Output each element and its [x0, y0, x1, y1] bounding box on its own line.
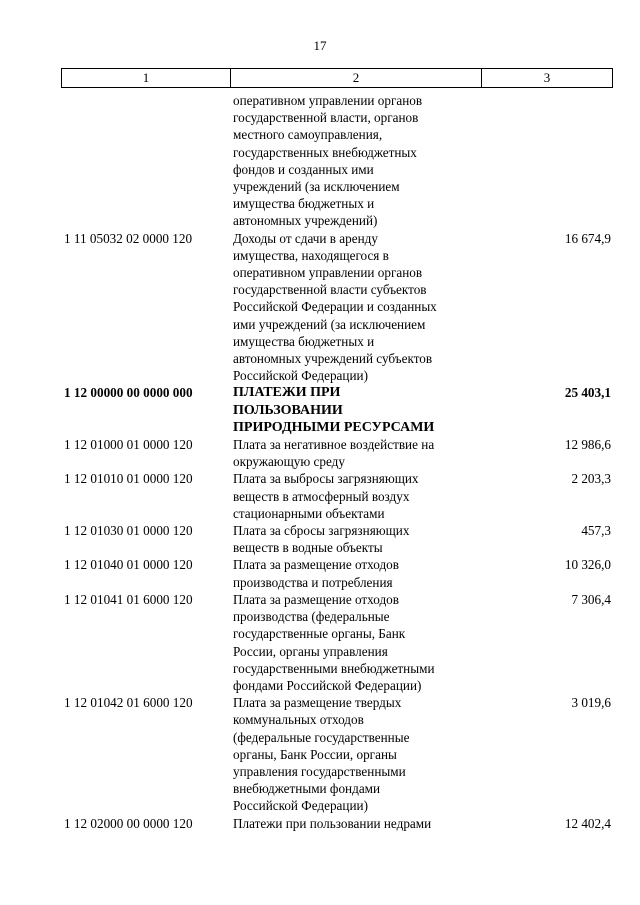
table-row	[0, 436, 640, 470]
row-code: 1 12 00000 00 0000 000	[64, 385, 193, 401]
row-code: 1 12 01010 01 0000 120	[64, 471, 193, 487]
row-code: 1 12 01041 01 6000 120	[64, 591, 193, 607]
row-amount: 2 203,3	[571, 471, 611, 487]
row-amount: 10 326,0	[564, 557, 611, 573]
table-body	[0, 92, 640, 832]
row-description: оперативном управлении органов государственной власти, органов местного самоуправления, государственных внебюджетных фондов и созданных ими учреждений (за исключением имущества бюджетных и автономных учреждений)	[233, 93, 423, 229]
row-description: Плата за размещение отходов производства (федеральные государственные органы, Банк России, органы управления государственными внебюджетными фондами Российской Федерации)	[233, 591, 435, 693]
row-amount: 25 403,1	[564, 385, 611, 401]
table-row	[0, 694, 640, 814]
row-code: 1 12 01040 01 0000 120	[64, 557, 193, 573]
row-description: Плата за размещение отходов производства и потребления	[233, 557, 400, 590]
table-row	[0, 384, 640, 436]
row-description: Доходы от сдачи в аренду имущества, находящегося в оперативном управлении органов государственной власти субъектов Российской Федерации и созданных ими учреждений (за исключением имущества бюджетных и автономных учреждений субъектов Российской Федерации)	[233, 230, 437, 384]
row-amount: 12 986,6	[564, 437, 611, 453]
row-amount: 7 306,4	[571, 591, 611, 607]
row-description: Плата за сбросы загрязняющих веществ в водные объекты	[233, 523, 410, 556]
row-description: Платежи при пользовании недрами	[233, 815, 432, 831]
row-amount: 457,3	[581, 523, 611, 539]
table-row	[0, 470, 640, 522]
column-header-1: 1	[62, 69, 231, 87]
column-header-3: 3	[543, 70, 551, 85]
row-code: 1 12 02000 00 0000 120	[64, 815, 193, 831]
page-number: 17	[313, 38, 327, 53]
table-row	[0, 591, 640, 694]
table-row	[0, 230, 640, 385]
row-code: 1 12 01030 01 0000 120	[64, 523, 193, 539]
row-amount: 12 402,4	[564, 815, 611, 831]
row-code: 1 12 01042 01 6000 120	[64, 695, 193, 711]
table-row	[0, 522, 640, 556]
row-amount: 3 019,6	[571, 695, 611, 711]
table-row	[0, 556, 640, 590]
row-description: Плата за выбросы загрязняющих веществ в атмосферный воздух стационарными объектами	[233, 471, 419, 521]
table-header	[61, 68, 613, 88]
row-description: Плата за размещение твердых коммунальных отходов (федеральные государственные органы, Банк России, органы управления государственными внебюджетными фондами Российской Федерации)	[233, 695, 410, 814]
column-header-2: 2	[231, 69, 482, 87]
table-row	[0, 815, 640, 832]
row-description: ПЛАТЕЖИ ПРИ ПОЛЬЗОВАНИИ ПРИРОДНЫМИ РЕСУРСАМИ	[233, 385, 435, 435]
row-description: Плата за негативное воздействие на окружающую среду	[233, 437, 435, 470]
row-code: 1 11 05032 02 0000 120	[64, 230, 193, 246]
row-amount: 16 674,9	[564, 230, 611, 246]
table-row	[0, 92, 640, 230]
row-code: 1 12 01000 01 0000 120	[64, 437, 193, 453]
